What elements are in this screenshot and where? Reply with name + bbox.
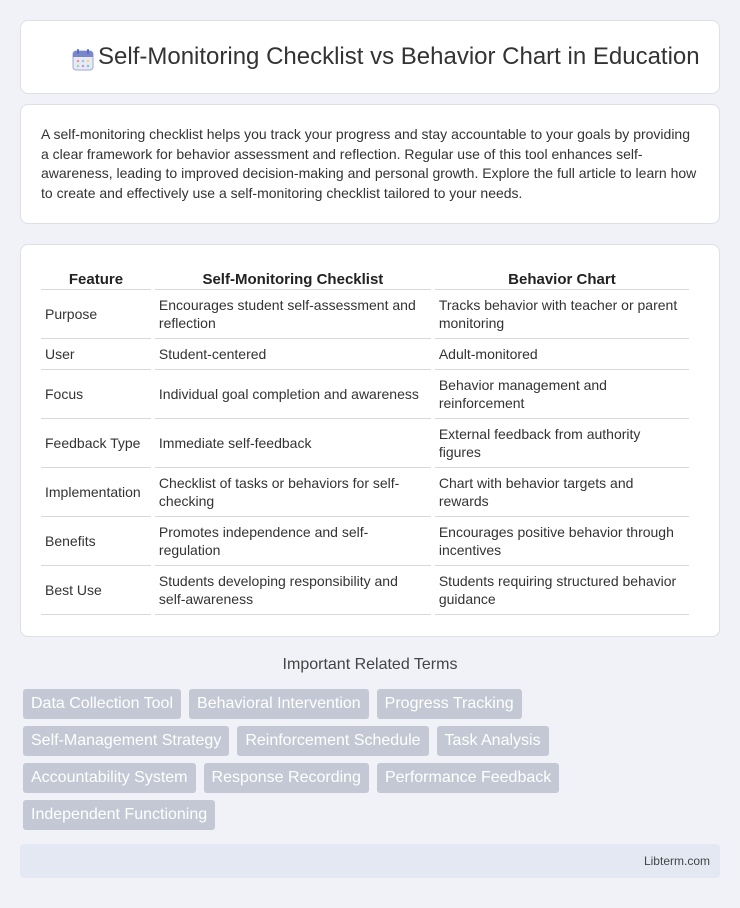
feature-cell: User	[41, 339, 151, 370]
table-row	[41, 419, 689, 468]
tag-data-collection-tool[interactable]: Data Collection Tool	[23, 689, 181, 719]
chart-cell: Adult-monitored	[435, 339, 689, 370]
table-row	[41, 468, 689, 517]
table-header-row	[41, 265, 689, 290]
table-row	[41, 517, 689, 566]
chart-cell: Encourages positive behavior through incentives	[435, 517, 689, 566]
header-behavior-chart: Behavior Chart	[435, 265, 689, 290]
checklist-cell: Students developing responsibility and self-awareness	[155, 566, 431, 615]
comparison-table-card	[20, 244, 720, 637]
checklist-cell: Individual goal completion and awareness	[155, 370, 431, 419]
tag-independent-functioning[interactable]: Independent Functioning	[23, 800, 215, 830]
tag-task-analysis[interactable]: Task Analysis	[437, 726, 549, 756]
feature-cell: Focus	[41, 370, 151, 419]
header-feature: Feature	[41, 265, 151, 290]
feature-cell: Benefits	[41, 517, 151, 566]
table-row	[41, 370, 689, 419]
feature-cell: Implementation	[41, 468, 151, 517]
checklist-cell: Immediate self-feedback	[155, 419, 431, 468]
tag-behavioral-intervention[interactable]: Behavioral Intervention	[189, 689, 369, 719]
tag-row	[23, 763, 723, 793]
table-row	[41, 566, 689, 615]
comparison-table	[37, 265, 693, 615]
intro-paragraph: A self-monitoring checklist helps you track your progress and stay accountable to your goals by providing a clear framework for behavior assessment and reflection. Regular use of this tool enhances self-awareness, leading to improved decision-making and personal growth. Explore the full article to learn how to create and effectively use a self-monitoring checklist tailored to your needs.	[41, 126, 697, 201]
chart-cell: Behavior management and reinforcement	[435, 370, 689, 419]
tag-row	[23, 689, 723, 719]
page-title: Self-Monitoring Checklist vs Behavior Chart in Education	[98, 43, 700, 70]
chart-cell: Chart with behavior targets and rewards	[435, 468, 689, 517]
footer-site-link[interactable]: Libterm.com	[643, 854, 710, 868]
intro-card	[20, 104, 720, 224]
tag-response-recording[interactable]: Response Recording	[204, 763, 369, 793]
checklist-cell: Student-centered	[155, 339, 431, 370]
checklist-cell: Promotes independence and self-regulation	[155, 517, 431, 566]
tag-row	[23, 726, 723, 756]
tag-row	[23, 800, 723, 830]
feature-cell: Purpose	[41, 290, 151, 339]
tag-performance-feedback[interactable]: Performance Feedback	[377, 763, 559, 793]
chart-cell: External feedback from authority figures	[435, 419, 689, 468]
footer	[20, 844, 720, 878]
chart-cell: Tracks behavior with teacher or parent monitoring	[435, 290, 689, 339]
checklist-cell: Checklist of tasks or behaviors for self-checking	[155, 468, 431, 517]
title-card	[20, 20, 720, 94]
feature-cell: Feedback Type	[41, 419, 151, 468]
header-self-monitoring-checklist: Self-Monitoring Checklist	[155, 265, 431, 290]
related-terms-title: Important Related Terms	[282, 656, 458, 673]
tag-reinforcement-schedule[interactable]: Reinforcement Schedule	[237, 726, 428, 756]
tag-accountability-system[interactable]: Accountability System	[23, 763, 196, 793]
checklist-cell: Encourages student self-assessment and reflection	[155, 290, 431, 339]
calendar-icon	[71, 48, 95, 72]
tag-progress-tracking[interactable]: Progress Tracking	[377, 689, 522, 719]
table-row	[41, 290, 689, 339]
related-terms-list	[23, 689, 723, 837]
tag-self-management-strategy[interactable]: Self-Management Strategy	[23, 726, 229, 756]
feature-cell: Best Use	[41, 566, 151, 615]
table-row	[41, 339, 689, 370]
chart-cell: Students requiring structured behavior guidance	[435, 566, 689, 615]
